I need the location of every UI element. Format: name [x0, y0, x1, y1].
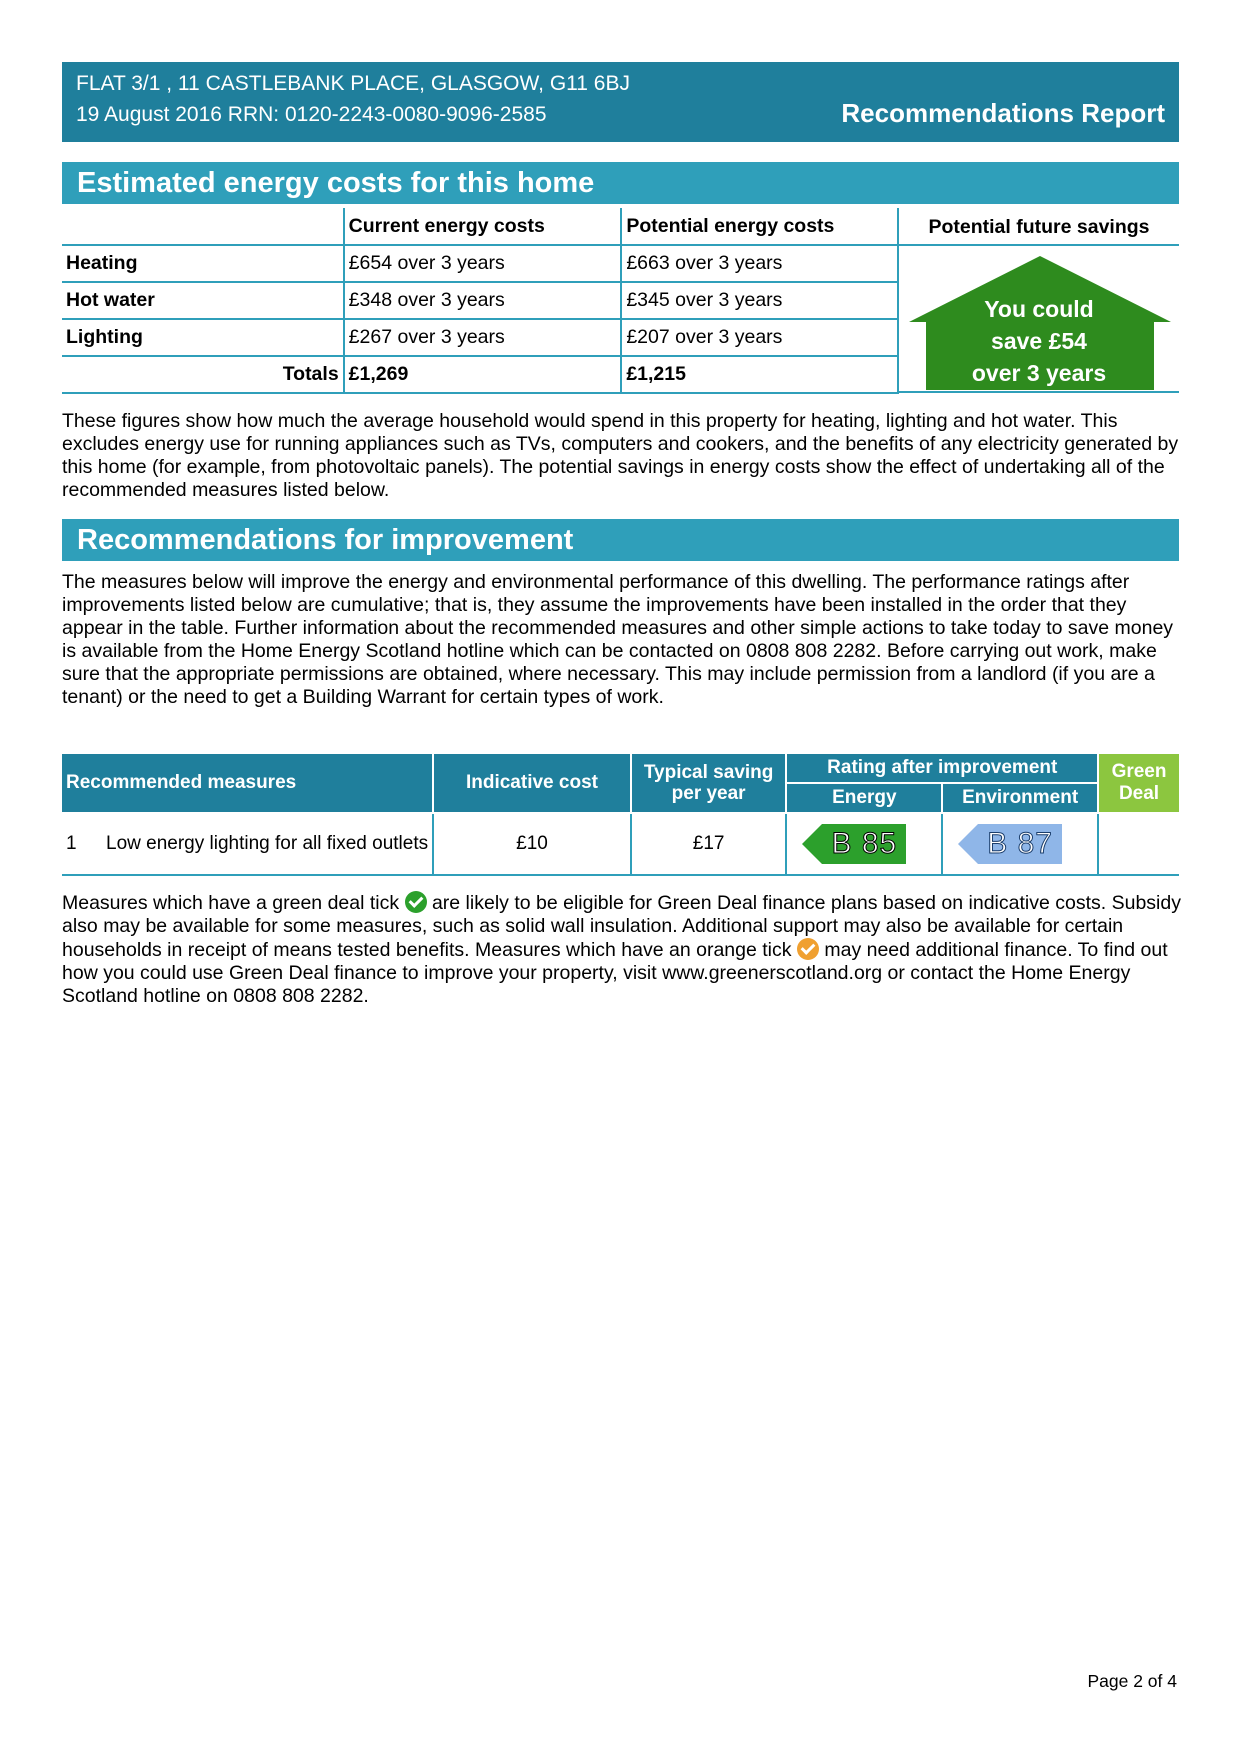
- costs-explanation: These figures show how much the average household would spend in this property for heating, lighting and hot water. This excludes energy use for running appliances such as TVs, computers and cookers, and the benefits of any electricity generated by this home (for example, from photovoltaic panels). The potential savings in energy costs show the effect of undertaking all of the recommended measures listed below.: [62, 410, 1179, 501]
- current-cost: £654 over 3 years: [344, 245, 622, 282]
- savings-amount: save £54: [991, 328, 1087, 354]
- current-total: £1,269: [344, 356, 622, 393]
- indicative-cost: £10: [433, 813, 631, 875]
- page-number: Page 2 of 4: [1087, 1671, 1177, 1691]
- savings-period: over 3 years: [971, 360, 1107, 386]
- orange-tick-icon: [797, 938, 819, 960]
- energy-rating-cell: [786, 813, 942, 875]
- potential-costs-header: Potential energy costs: [621, 208, 898, 245]
- potential-cost: £345 over 3 years: [621, 282, 898, 319]
- recommendations-section-title: Recommendations for improvement: [77, 524, 574, 556]
- report-header: [62, 62, 1179, 142]
- potential-savings-column: [899, 208, 1179, 393]
- row-label: Hot water: [62, 282, 344, 319]
- environment-rating-cell: [942, 813, 1098, 875]
- savings-header: Potential future savings: [899, 208, 1179, 246]
- property-address: FLAT 3/1 , 11 CASTLEBANK PLACE, GLASGOW, G11 6BJ: [76, 72, 630, 95]
- recommendations-section-heading: [62, 519, 1179, 561]
- energy-rating-value: B 85: [831, 827, 898, 860]
- current-cost: £348 over 3 years: [344, 282, 622, 319]
- green-deal-cell: [1098, 813, 1179, 875]
- potential-cost: £207 over 3 years: [621, 319, 898, 356]
- measure-number: 1: [66, 833, 77, 854]
- totals-label: Totals: [62, 356, 344, 393]
- measure-description: Low energy lighting for all fixed outlets: [106, 833, 429, 854]
- energy-rating-band: [822, 824, 906, 864]
- green-deal-note: [62, 891, 1182, 1008]
- table-row: [62, 282, 898, 319]
- green-deal-note-part-3: may need additional finance. To find out how you could use Green Deal finance to improve your property, visit www.greenerscotland.org or contact the Home Energy Scotland hotline on 0808 808 2282.: [62, 939, 1168, 1007]
- potential-total: £1,215: [621, 356, 898, 393]
- typical-saving: £17: [631, 813, 787, 875]
- current-costs-header: Current energy costs: [344, 208, 622, 245]
- costs-section-title: Estimated energy costs for this home: [77, 167, 595, 199]
- recommendations-intro: The measures below will improve the energy and environmental performance of this dwelling. The performance ratings after improvements listed below are cumulative; that is, they assume the improvements have been installed in the order that they appear in the table. Further information about the recommended measures and other simple actions to take today to save money is available from the Home Energy Scotland hotline which can be contacted on 0808 808 2282. Before carrying out work, make sure that the appropriate permissions are obtained, where necessary. This may include permission from a landlord (if you are a tenant) or the need to get a Building Warrant for certain types of work.: [62, 571, 1174, 708]
- costs-section-heading: [62, 162, 1179, 204]
- row-label: Heating: [62, 245, 344, 282]
- green-deal-note-part-2: are likely to be eligible for Green Deal finance plans based on indicative costs. Subsidy also may be available for some measures, such as solid wall insulation. Additional support may also be available for certain households in receipt of means tested benefits. Measures which have an orange tick: [62, 892, 1181, 961]
- measure-cell: [62, 813, 433, 875]
- recommendations-table: [62, 752, 1179, 876]
- environment-rating-band: [978, 824, 1062, 864]
- energy-rating-header: Energy: [786, 783, 942, 813]
- green-deal-note-part-1: Measures which have a green deal tick: [62, 892, 400, 914]
- table-header-row: [62, 208, 898, 245]
- environment-rating-value: B 87: [987, 827, 1053, 860]
- savings-message: [926, 293, 1152, 389]
- savings-line-1: You could: [984, 296, 1094, 322]
- table-row: [62, 813, 1179, 875]
- report-title: Recommendations Report: [841, 98, 1165, 128]
- green-tick-icon: [405, 891, 427, 913]
- table-row: [62, 245, 898, 282]
- date-and-rrn: 19 August 2016 RRN: 0120-2243-0080-9096-2585: [76, 103, 547, 126]
- measures-header: Recommended measures: [62, 753, 433, 813]
- row-label: Lighting: [62, 319, 344, 356]
- table-row: [62, 319, 898, 356]
- green-deal-header: Green Deal: [1098, 753, 1179, 813]
- current-cost: £267 over 3 years: [344, 319, 622, 356]
- rating-after-header: Rating after improvement: [786, 753, 1098, 783]
- totals-row: [62, 356, 898, 393]
- potential-cost: £663 over 3 years: [621, 245, 898, 282]
- energy-costs-table: [62, 208, 899, 394]
- typical-saving-header: Typical saving per year: [631, 753, 787, 813]
- indicative-cost-header: Indicative cost: [433, 753, 631, 813]
- environment-rating-header: Environment: [942, 783, 1098, 813]
